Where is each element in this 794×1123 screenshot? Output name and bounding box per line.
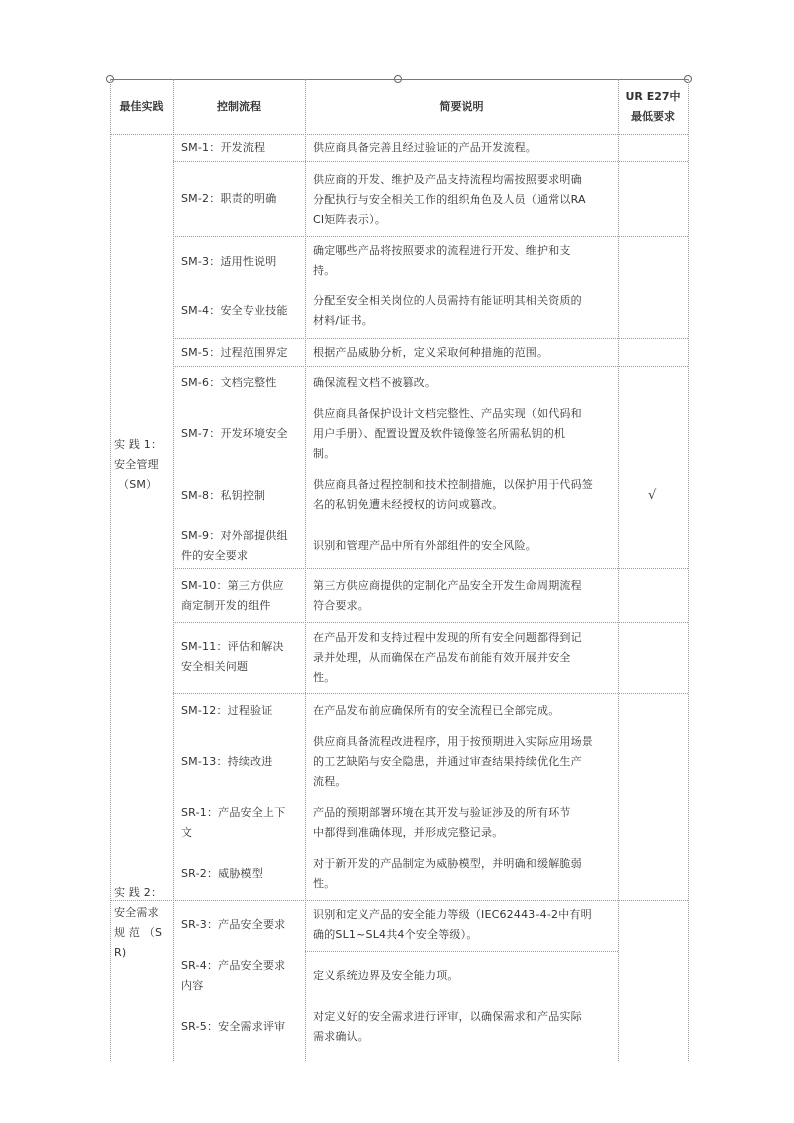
control-process: SR-3：产品安全要求 xyxy=(181,918,286,931)
row-border xyxy=(173,622,688,623)
description: 供应商具备保护设计文档完整性、产品实现（如代码和 xyxy=(313,407,582,420)
description: 对定义好的安全需求进行评审，以确保需求和产品实际 xyxy=(313,1010,582,1023)
control-process: SM-2：职责的明确 xyxy=(181,192,277,205)
practice-1-line: （SM） xyxy=(118,478,158,491)
header-practice: 最佳实践 xyxy=(119,100,164,113)
control-process: SR-1：产品安全上下 xyxy=(181,806,286,819)
practice-2-line: R) xyxy=(114,946,127,959)
description: 流程。 xyxy=(313,775,347,788)
control-process: 件的安全要求 xyxy=(181,549,249,562)
description: 持。 xyxy=(313,264,336,277)
practice-1-line: 实 践 1： xyxy=(114,438,163,451)
practice-2-line: 安全需求 xyxy=(114,906,159,919)
column-divider-1 xyxy=(173,79,174,1061)
control-process: SM-13：持续改进 xyxy=(181,755,273,768)
practice-2-line: 规 范 （S xyxy=(114,926,163,939)
header-min-requirement-line1: UR E27中 xyxy=(625,90,681,103)
row-border xyxy=(110,900,688,901)
control-process: SM-4：安全专业技能 xyxy=(181,304,288,317)
header-bottom-border xyxy=(110,134,688,135)
control-process: SM-3：适用性说明 xyxy=(181,255,277,268)
description: 对于新开发的产品制定为威胁模型，并明确和缓解脆弱 xyxy=(313,857,582,870)
description: 产品的预期部署环境在其开发与验证涉及的所有环节 xyxy=(313,806,571,819)
practice-1-line: 安全管理 xyxy=(114,458,159,471)
description: 在产品发布前应确保所有的安全流程已全部完成。 xyxy=(313,704,560,717)
control-process: SM-5：过程范围界定 xyxy=(181,346,288,359)
column-divider-3 xyxy=(618,79,619,1061)
row-border xyxy=(305,951,618,952)
description: 性。 xyxy=(313,671,336,684)
description: 中都得到准确体现，并形成完整记录。 xyxy=(313,826,504,839)
practice-2-line: 实 践 2： xyxy=(114,886,163,899)
description: 分配执行与安全相关工作的组织角色及人员（通常以RA xyxy=(313,193,586,206)
description: 定义系统边界及安全能力项。 xyxy=(313,969,459,982)
description: 供应商具备流程改进程序，用于按预期进入实际应用场景 xyxy=(313,735,593,748)
description: 确保流程文档不被篡改。 xyxy=(313,376,437,389)
table-right-border xyxy=(688,79,689,1061)
control-process: SM-10：第三方供应 xyxy=(181,579,284,592)
description: 根据产品威胁分析，定义采取何种措施的范围。 xyxy=(313,346,549,359)
control-process: 内容 xyxy=(181,979,204,992)
description: 分配至安全相关岗位的人员需持有能证明其相关资质的 xyxy=(313,294,582,307)
header-control-process: 控制流程 xyxy=(217,100,261,113)
control-process: SR-2：威胁模型 xyxy=(181,867,263,880)
description: 供应商具备完善且经过验证的产品开发流程。 xyxy=(313,141,537,154)
control-process: SM-11：评估和解决 xyxy=(181,640,284,653)
description: 供应商具备过程控制和技术控制措施，以保护用于代码签 xyxy=(313,478,593,491)
header-description: 简要说明 xyxy=(439,100,484,113)
description: 名的私钥免遭未经授权的访问或篡改。 xyxy=(313,498,504,511)
description: 识别和管理产品中所有外部组件的安全风险。 xyxy=(313,539,537,552)
control-process: SM-12：过程验证 xyxy=(181,704,273,717)
description: CI矩阵表示）。 xyxy=(313,213,387,226)
row-border xyxy=(173,161,688,162)
row-border xyxy=(173,236,688,237)
row-border xyxy=(173,338,688,339)
control-process: SR-4：产品安全要求 xyxy=(181,959,286,972)
control-process: SM-1：开发流程 xyxy=(181,141,266,154)
row-border xyxy=(173,568,688,569)
description: 确的SL1~SL4共4个安全等级）。 xyxy=(313,928,478,941)
description: 性。 xyxy=(313,877,336,890)
control-process: SR-5：安全需求评审 xyxy=(181,1020,286,1033)
description: 用户手册）、配置设置及软件镜像签名所需私钥的机 xyxy=(313,427,566,440)
description: 第三方供应商提供的定制化产品安全开发生命周期流程 xyxy=(313,579,582,592)
control-process: 商定制开发的组件 xyxy=(181,599,271,612)
row-border xyxy=(173,693,688,694)
control-process: SM-9：对外部提供组 xyxy=(181,529,288,542)
control-process: SM-8：私钥控制 xyxy=(181,489,266,502)
table-left-border xyxy=(110,79,111,1061)
description: 录并处理，从而确保在产品发布前能有效开展并安全 xyxy=(313,651,571,664)
requirement-check-mark: √ xyxy=(648,488,657,503)
row-border xyxy=(173,366,688,367)
description: 的工艺缺陷与安全隐患，并通过审查结果持续优化生产 xyxy=(313,755,582,768)
description: 材料/证书。 xyxy=(313,314,373,327)
description: 符合要求。 xyxy=(313,599,369,612)
description: 供应商的开发、维护及产品支持流程均需按照要求明确 xyxy=(313,173,582,186)
description: 制。 xyxy=(313,447,336,460)
description: 确定哪些产品将按照要求的流程进行开发、维护和支 xyxy=(313,244,571,257)
column-divider-2 xyxy=(305,79,306,1061)
description: 识别和定义产品的安全能力等级（IEC62443-4-2中有明 xyxy=(313,908,592,921)
control-process: 文 xyxy=(181,826,193,839)
description: 在产品开发和支持过程中发现的所有安全问题都得到记 xyxy=(313,631,582,644)
control-process: SM-6：文档完整性 xyxy=(181,376,277,389)
control-process: SM-7：开发环境安全 xyxy=(181,427,288,440)
table-top-border xyxy=(110,79,688,80)
header-min-requirement-line2: 最低要求 xyxy=(631,110,675,123)
description: 需求确认。 xyxy=(313,1030,369,1043)
control-process: 安全相关问题 xyxy=(181,660,249,673)
